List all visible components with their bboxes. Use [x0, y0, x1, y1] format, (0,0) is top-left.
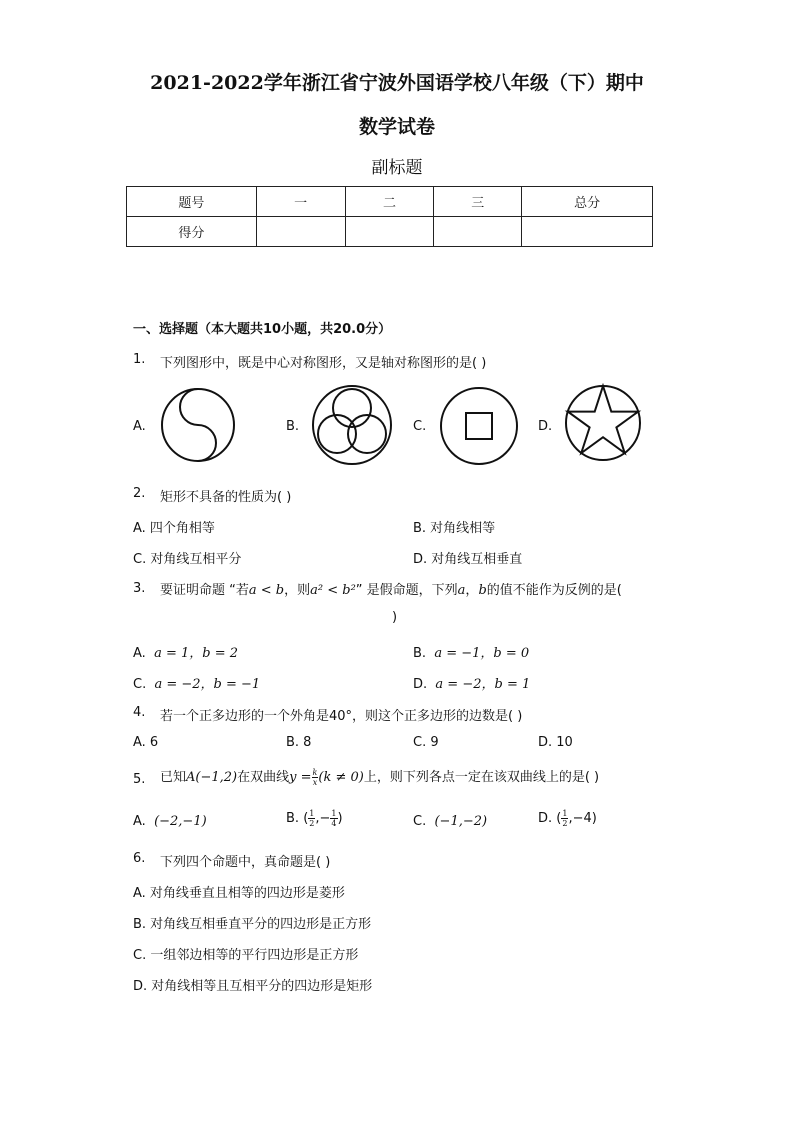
fraction: $\frac{1}{2}$ [309, 809, 315, 828]
stem-text: ， [465, 583, 479, 598]
score-table [126, 186, 653, 247]
option-d: D. 10 [538, 735, 573, 750]
yin-yang-figure [160, 387, 236, 463]
separator: ,−4) [568, 811, 597, 826]
score-table-score-row [127, 217, 653, 247]
option-c: C. 9 [413, 735, 439, 750]
exam-subtitle: 副标题 [371, 158, 423, 178]
score-header-cell: 一 [256, 187, 345, 217]
paren: ( [303, 811, 309, 826]
option-label: C. [413, 814, 427, 829]
question-stem: 下列四个命题中，真命题是( ) [160, 855, 331, 870]
stem-text: ，则 [284, 583, 311, 598]
option-value: a = −1，b = 0 [434, 646, 530, 661]
score-table-header-row [127, 187, 653, 217]
paren: ( [556, 811, 562, 826]
option-b: B. 8 [286, 735, 312, 750]
math-expression: a² < b² [310, 583, 356, 598]
math-expression: y = [289, 770, 312, 785]
math-expression: b [478, 583, 487, 598]
option-a [133, 642, 238, 661]
option-value: a = 1，b = 2 [154, 646, 238, 661]
option-a: A. 6 [133, 735, 159, 750]
option-d [413, 673, 530, 692]
three-petal-figure [310, 383, 394, 467]
exam-title-line2: 数学试卷 [358, 116, 435, 138]
fraction: $\frac{1}{2}$ [562, 809, 568, 828]
question-number: 5. [133, 772, 146, 787]
section-heading: 一、选择题（本大题共10小题，共20.0分） [133, 322, 392, 337]
option-value: (−1,−2) [434, 814, 488, 829]
question-stem: 矩形不具备的性质为( ) [160, 490, 292, 505]
math-expression: a < b [248, 583, 285, 598]
option-label: D. [538, 811, 553, 826]
option-d: D. 对角线相等且互相平分的四边形是矩形 [133, 979, 373, 994]
question-number: 6. [133, 851, 146, 866]
option-label: D. [538, 419, 553, 434]
score-header-cell: 二 [345, 187, 434, 217]
question-close-paren: ) [392, 610, 398, 625]
math-expression: a [457, 583, 466, 598]
option-b [413, 642, 529, 661]
stem-text: 的值不能作为反例的是( [486, 583, 622, 598]
question-stem [160, 579, 622, 598]
coin-square-figure [438, 385, 520, 467]
score-cell [522, 217, 653, 247]
score-header-cell: 三 [434, 187, 522, 217]
option-b: B. 对角线互相垂直平分的四边形是正方形 [133, 917, 372, 932]
exam-title-line1: 2021-2022学年浙江省宁波外国语学校八年级（下）期中 [150, 72, 644, 94]
option-c: C. 一组邻边相等的平行四边形是正方形 [133, 948, 359, 963]
option-a: A. 对角线垂直且相等的四边形是菱形 [133, 886, 345, 901]
option-value: a = −2，b = −1 [154, 677, 261, 692]
option-label: C. [413, 419, 427, 434]
option-d: D. 对角线互相垂直 [413, 552, 523, 567]
score-header-cell: 总分 [522, 187, 653, 217]
paren: ) [337, 811, 343, 826]
separator: ,− [315, 811, 331, 826]
option-value: a = −2，b = 1 [435, 677, 531, 692]
option-d [538, 809, 597, 828]
option-label: C. [133, 677, 147, 692]
question-stem: 下列图形中，既是中心对称图形，又是轴对称图形的是( ) [160, 356, 487, 371]
option-label: B. [286, 811, 300, 826]
score-cell [434, 217, 522, 247]
option-b [286, 809, 343, 828]
stem-text: 已知 [160, 770, 187, 785]
option-c: C. 对角线互相平分 [133, 552, 242, 567]
stem-text: 上，则下列各点一定在该双曲线上的是( ) [363, 770, 600, 785]
option-a [133, 814, 207, 829]
option-label: B. [413, 646, 427, 661]
stem-text: 要证明命题 “若 [160, 583, 249, 598]
score-header-cell: 题号 [127, 187, 257, 217]
question-number: 1. [133, 352, 146, 367]
star-in-circle-figure [563, 383, 643, 463]
question-number: 4. [133, 705, 146, 720]
option-c [413, 814, 487, 829]
option-label: A. [133, 419, 146, 434]
math-expression: (k ≠ 0) [318, 770, 364, 785]
option-label: B. [286, 419, 300, 434]
score-cell [256, 217, 345, 247]
question-number: 2. [133, 486, 146, 501]
option-label: A. [133, 814, 146, 829]
score-row-label: 得分 [127, 217, 257, 247]
math-expression: A(−1,2) [186, 770, 238, 785]
option-c [133, 673, 260, 692]
option-label: A. [133, 646, 146, 661]
option-a: A. 四个角相等 [133, 521, 215, 536]
question-number: 3. [133, 581, 146, 596]
fraction: $\frac{k}{x}$ [312, 768, 318, 787]
option-label: D. [413, 677, 428, 692]
question-stem [160, 766, 599, 787]
stem-text: 在双曲线 [237, 770, 290, 785]
question-stem: 若一个正多边形的一个外角是40°，则这个正多边形的边数是( ) [160, 709, 523, 724]
stem-text: ” 是假命题，下列 [355, 583, 458, 598]
fraction: $\frac{1}{4}$ [331, 809, 337, 828]
score-cell [345, 217, 434, 247]
option-value: (−2,−1) [154, 814, 207, 829]
option-b: B. 对角线相等 [413, 521, 496, 536]
